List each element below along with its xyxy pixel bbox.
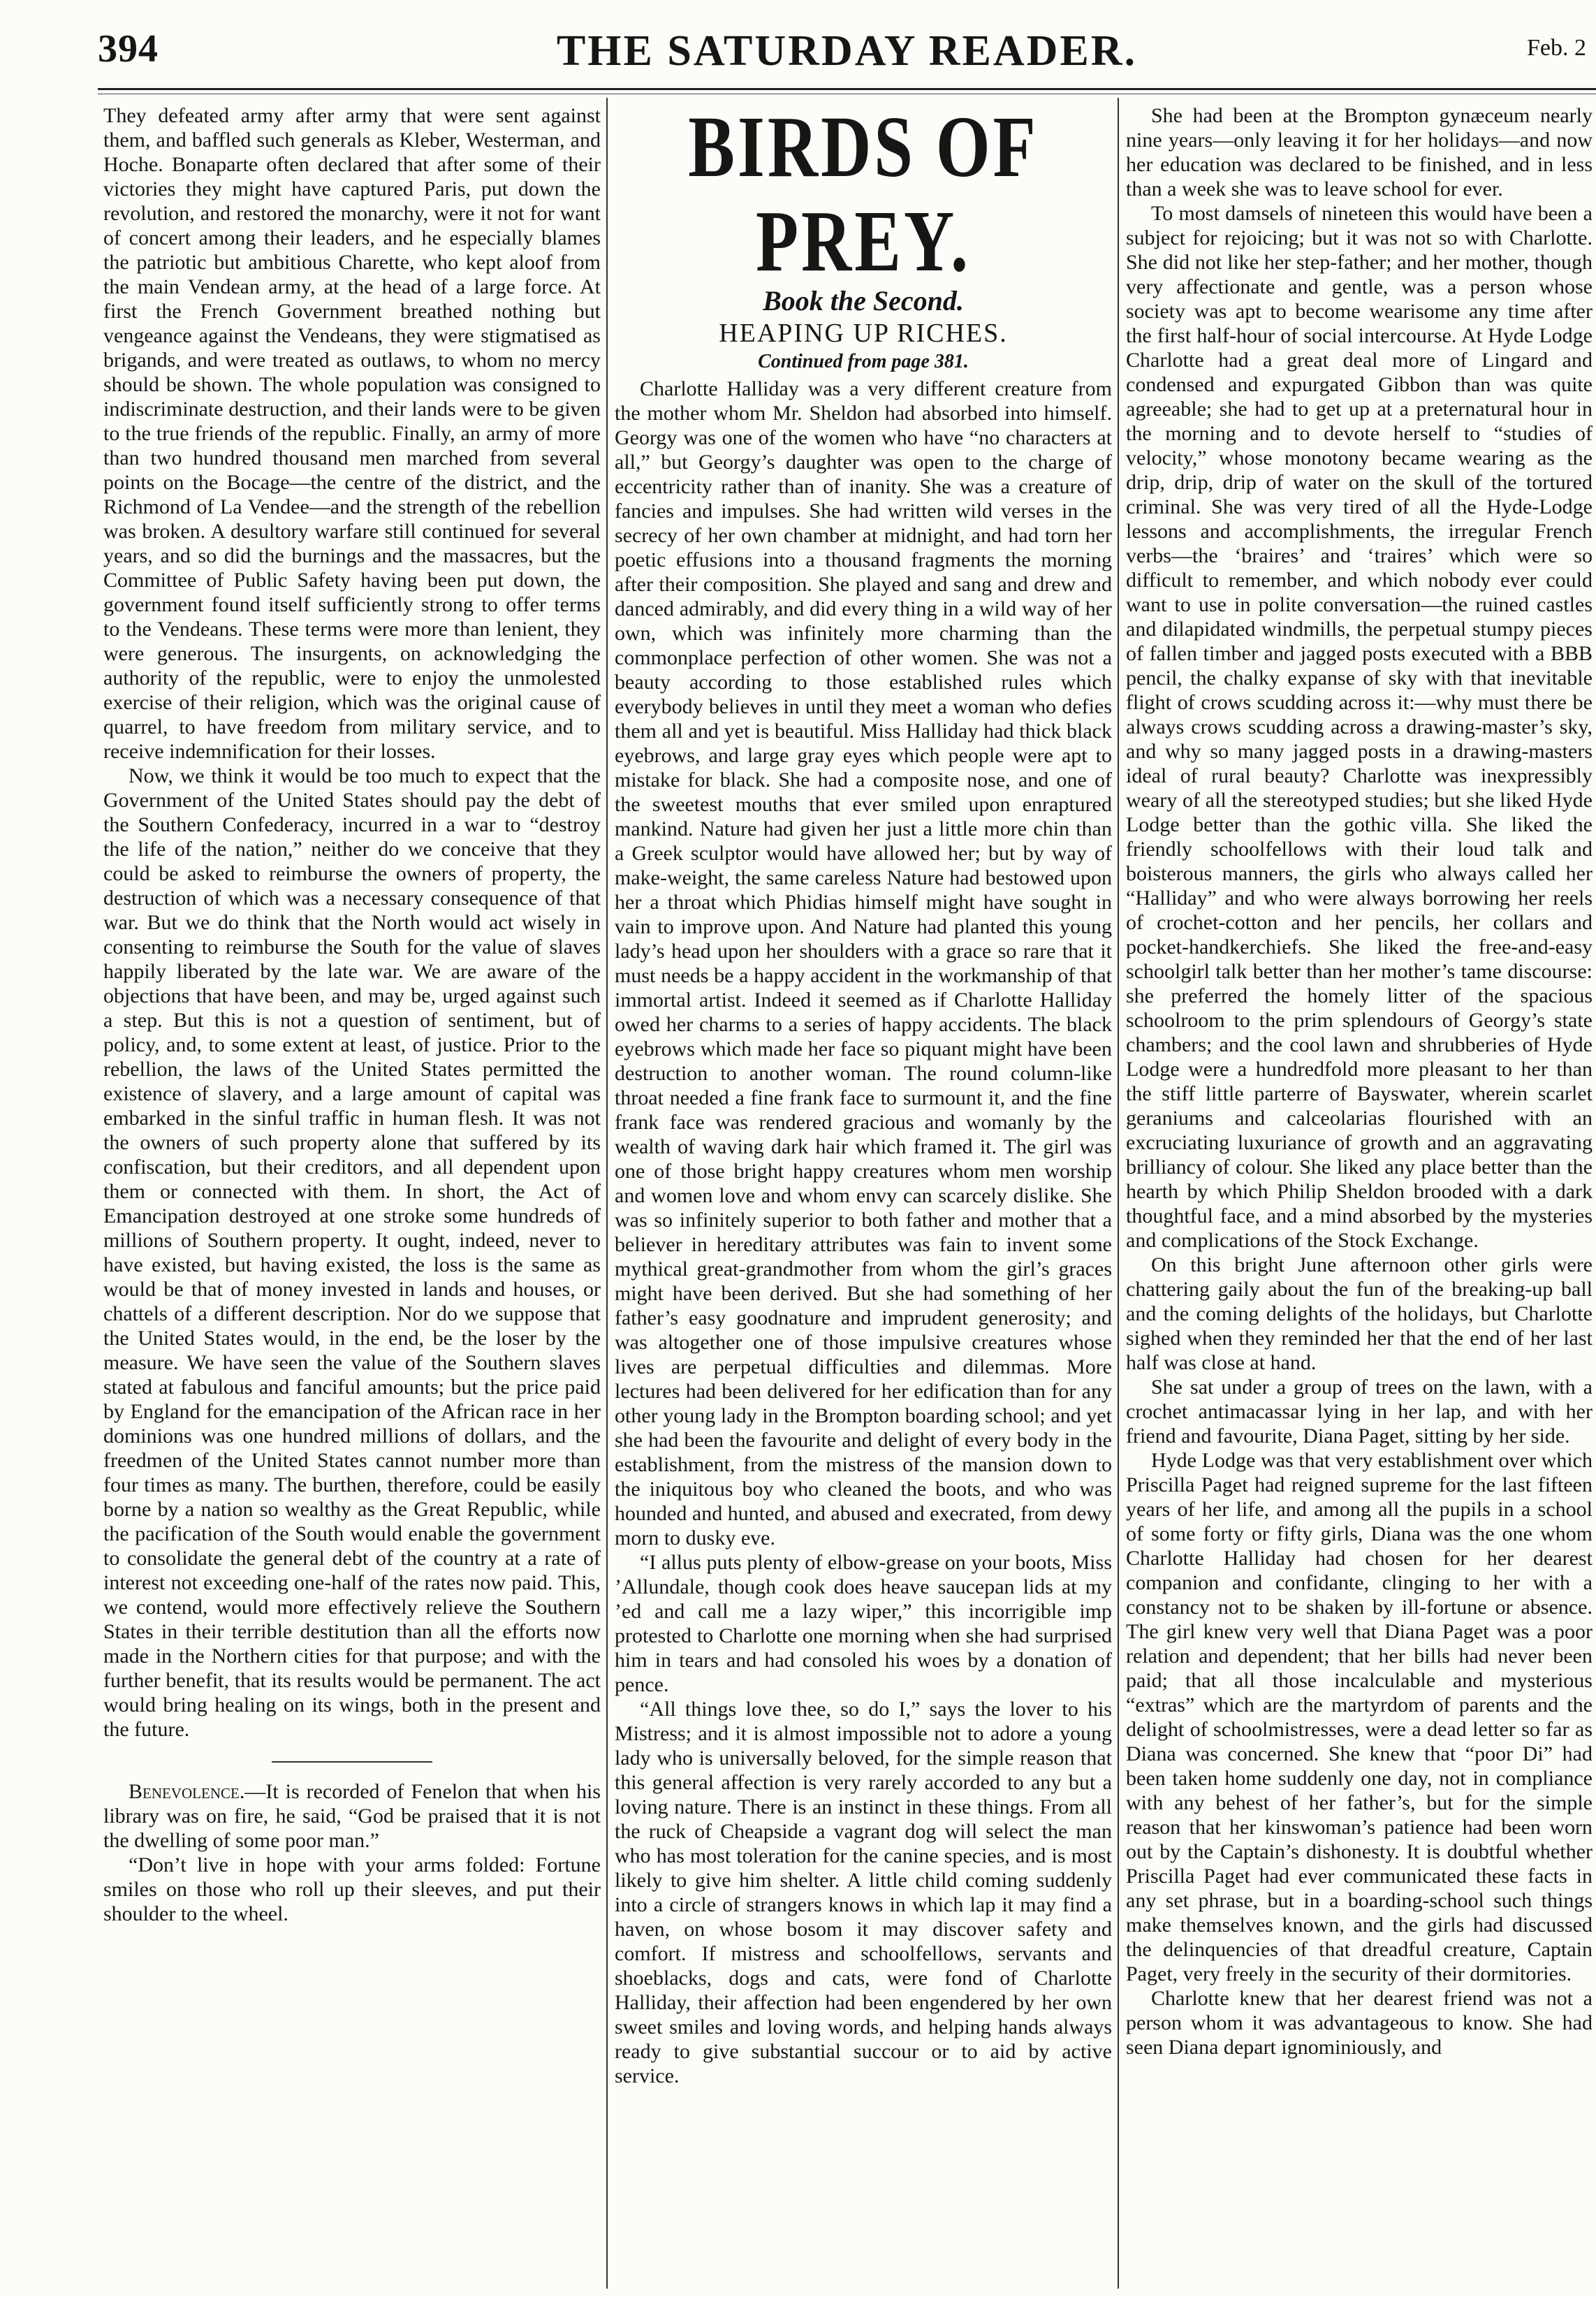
page-header bbox=[98, 27, 1596, 89]
story-paragraph: On this bright June afternoon other girls were chattering gaily about the fun of the breaking-up ball and the coming delights of the holidays, but Charlotte sighed when they reminded her that the end of her last half was close at hand. bbox=[1126, 1253, 1593, 1374]
column-divider bbox=[1118, 98, 1119, 2289]
benevolence-quote: “Don’t live in hope with your arms folded: Fortune smiles on those who roll up their sleeves, and put their shoulder to the wheel. bbox=[103, 1853, 601, 1925]
column-2 bbox=[615, 103, 1112, 2283]
story-paragraph: “All things love thee, so do I,” says the lover to his Mistress; and it is almost impossible not to adore a young lady who is universally beloved, for the simple reason that this general affection is very rarely accorded to any but a loving nature. There is an instinct in these things. From all the ruck of Cheapside a vagrant dog will select the man who has most toleration for the canine species, and is most likely to give him shelter. A little child coming suddenly into a circle of strangers knows in which lap it may find a haven, on whose bosom it may discover safety and comfort. If mistress and schoolfellows, servants and shoeblacks, dogs and cats, were fond of Charlotte Halliday, their affection had been engendered by her own sweet smiles and loving words, and helping hands always ready to give substantial succour or to aid by active service. bbox=[615, 1698, 1112, 2087]
story-paragraph: She had been at the Brompton gynæceum nearly nine years—only leaving it for her holidays—and now her education was declared to be finished, and in less than a week she was to leave school for ever. bbox=[1126, 104, 1593, 200]
story-paragraph: Charlotte Halliday was a very different creature from the mother whom Mr. Sheldon had absorbed into himself. Georgy was one of the women who have “no characters at all,” but Georgy’s daughter was open to the charge of eccentricity rather than of inanity. She was a creature of fancies and impulses. She had written wild verses in the secrecy of her own chamber at midnight, and had torn her poetic effusions into a thousand fragments the morning after their composition. She played and sang and drew and danced admirably, and did every thing in a wild way of her own, which was infinitely more charming than the commonplace perfection of other women. She was not a beauty according to those established rules which everybody believes in until they meet a woman who defies them all and yet is beautiful. Miss Halliday had thick black eyebrows, and large gray eyes which people were apt to mistake for black. She had a composite nose, and one of the sweetest mouths that ever smiled upon enraptured mankind. Nature had given her just a little more chin than a Greek sculptor would have allowed her; but by way of make-weight, the same careless Nature had bestowed upon her a throat which Phidias himself might have sought in vain to improve upon. And Nature had planted this young lady’s head upon her shoulders with a grace so rare that it must needs be a happy accident in the workmanship of that immortal artist. Indeed it seemed as if Charlotte Halliday owed her charms to a series of happy accidents. The black eyebrows which made her face so piquant might have been destruction to another woman. The round column-like throat needed a fine frank face to surmount it, and the fine frank face was rendered gracious and womanly by the wealth of waving dark hair which framed it. The girl was one of those bright happy creatures whom men worship and women love and whom envy can scarcely dislike. She was so infinitely superior to both father and mother that a believer in hereditary attributes was fain to invent some mythical great-grandmother from whom the girl’s graces might have been derived. But she had something of her father’s easy goodnature and imprudent generosity; and was altogether one of those impulsive creatures whose lives are perpetual difficulties and dilemmas. More lectures had been delivered for her edification than for any other young lady in the Brompton boarding school; and yet she had been the favourite and delight of every body in the establishment, from the mistress of the mansion down to the iniquitous boy who cleaned the boots, and who was hounded and hunted, and abused and execrated, from dewy morn to dusky eve. bbox=[615, 377, 1112, 1549]
story-paragraph: Charlotte knew that her dearest friend was not a person whom it was advantageous to know. She had seen Diana depart ignominiously, and bbox=[1126, 1987, 1593, 2059]
benevolence-item bbox=[103, 1779, 601, 1853]
page-number: 394 bbox=[98, 27, 159, 71]
story-paragraph: She sat under a group of trees on the lawn, with a crochet antimacassar lying in her lap, and with her friend and favourite, Diana Paget, sitting by her side. bbox=[1126, 1376, 1593, 1448]
article-paragraph: Now, we think it would be too much to expect that the Government of the United States should pay the debt of the Southern Confederacy, incurred in a war to “destroy the life of the nation,” neither do we conceive that they could be asked to reimburse the owners of property, the destruction of which was a necessary consequence of that war. But we do think that the North would act wisely in consenting to reimburse the South for the value of slaves happily liberated by the late war. We are aware of the objections that have been, and may be, urged against such a step. But this is not a question of sentiment, but of policy, and, to some extent at least, of justice. Prior to the rebellion, the laws of the United States permitted the existence of slavery, and a large amount of capital was embarked in the sinful traffic in human flesh. It was not the owners of such property alone that suffered by its confiscation, but their creditors, and all dependent upon them or connected with them. In short, the Act of Emancipation destroyed at one stroke some hundreds of millions of Southern property. It ought, indeed, never to have existed, but having existed, the loss is the same as would be that of money invested in lands and houses, or chattels of a different description. Nor do we suppose that the United States would, in the end, be the loser by the measure. We have seen the value of the Southern slaves stated at fabulous and fanciful amounts; but the price paid by England for the emancipation of the African race in her dominions was one hundred millions of dollars, and the freedmen of the United States cannot number more than four times as many. The burthen, therefore, could be easily borne by a nation so wealthy as the Great Republic, while the pacification of the South would enable the government to consolidate the general debt of the country at a rate of interest not exceeding one-half of the rates now paid. This, we contend, would more effectively relieve the Southern States in their terrible destitution than all the efforts now made in the Northern cities for that purpose; and with the further benefit, that its results would be permanent. The act would bring healing on its wings, both in the present and the future. bbox=[103, 764, 601, 1741]
article-paragraph: They defeated army after army that were sent against them, and baffled such generals as Kleber, Westerman, and Hoche. Bonaparte often declared that after some of their victories they might have captured Paris, put down the revolution, and restored the monarchy, were it not for want of concert among their leaders, and he especially blames the patriotic but ambitious Charette, who kept aloof from the main Vendean army, at the head of a large force. At first the French Government breathed nothing but vengeance against the Vendeans, they were stigmatised as brigands, and were treated as outlaws, to whom no mercy should be shown. The whole population was consigned to indiscriminate destruction, and their lands were to be given to the true friends of the republic. Finally, an army of more than two hundred thousand men marched from several points on the Bocage—the centre of the district, and the Richmond of La Vendee—and the strength of the rebellion was broken. A desultory warfare still continued for several years, and so did the burnings and the massacres, but the Committee of Public Safety having been put down, the government found itself sufficiently strong to offer terms to the Vendeans. These terms were more than lenient, they were generous. The insurgents, on acknowledging the authority of the republic, were to enjoy the unmolested exercise of their religion, which was the original cause of quarrel, to have freedom from military service, and to receive indemnification for their losses. bbox=[103, 104, 601, 763]
story-paragraph: Hyde Lodge was that very establishment over which Priscilla Paget had reigned supreme for the last fifteen years of her life, and among all the pupils in a school of some forty or fifty girls, Diana was the one whom Charlotte Halliday had chosen for her dearest companion and confidante, clinging to her with a constancy not to be shaken by ill-fortune or absence. The girl knew very well that Diana Paget was a poor relation and dependent; that her bills had never been paid; that all those incalculable and mysterious “extras” which are the martyrdom of parents and the delight of schoolmistresses, were a dead letter so far as Diana was concerned. She knew that “poor Di” had been taken home suddenly one day, not in compliance with any behest of her father’s, but for the simple reason that her kinswoman’s patience had been worn out by the Captain’s dishonesty. It is doubtful whether Priscilla Paget had ever communicated these facts in any set phrase, but in a boarding-school such things make themselves known, and the girls had discussed the delinquencies of that dreadful creature, Captain Paget, very freely in the security of their dormitories. bbox=[1126, 1449, 1593, 1985]
header-rule bbox=[98, 88, 1596, 90]
section-rule bbox=[272, 1761, 432, 1763]
story-book: Book the Second. bbox=[763, 285, 964, 316]
column-3 bbox=[1126, 103, 1593, 2283]
continued-note: Continued from page 381. bbox=[758, 351, 969, 372]
column-1 bbox=[103, 103, 601, 2283]
story-title: BIRDS OF PREY. bbox=[688, 103, 1039, 290]
benevolence-lead: Benevolence. bbox=[129, 1780, 245, 1803]
benevolence-text: —It is recorded of Fenelon that when his library was on fire, he said, “God be praised that it is not the dwelling of some poor man.” bbox=[103, 1780, 601, 1852]
masthead: THE SATURDAY READER. bbox=[556, 27, 1138, 75]
column-divider bbox=[606, 98, 608, 2289]
issue-date: Feb. 2 bbox=[1527, 35, 1586, 61]
story-paragraph: To most damsels of nineteen this would have been a subject for rejoicing; but it was not so with Charlotte. She did not like her step-father; and her mother, though very affectionate and gentle, was a person whose society was apt to become wearisome any time after the first half-hour of social intercourse. At Hyde Lodge Charlotte had a great deal more of Lingard and condensed and expurgated Gibbon than was quite agreeable; she had to get up at a preternatural hour in the morning and to devote herself to “studies of velocity,” whose monotony became wearing as the drip, drip, drip of water on the skull of the tortured criminal. She was very tired of all the Hyde-Lodge lessons and accomplishments, the irregular French verbs—the ‘braires’ and ‘traires’ which were so difficult to remember, and which nobody ever could want to use in polite conversation—the ruined castles and dilapidated windmills, the perpetual stumpy pieces of fallen timber and jagged posts executed with a BBB pencil, the chalky expanse of sky with that inevitable flight of crows scudding across it:—why must there be always crows scudding across a drawing-master’s sky, and why so many jagged posts in a drawing-masters ideal of rural beauty? Charlotte was inexpressibly weary of all the stereotyped studies; but she liked Hyde Lodge better than the gothic villa. She liked the friendly schoolfellows with their loud talk and boisterous manners, the girls who always called her “Halliday” and who were always borrowing her reels of crochet-cotton and her pencils, her collars and pocket-handkerchiefs. She liked the free-and-easy schoolgirl talk better than her mother’s tame discourse: she preferred the homely litter of the spacious schoolroom to the prim splendours of Georgy’s state chambers; and the cool lawn and shrubberies of Hyde Lodge were a hundredfold more pleasant to her than the stiff little parterre of Bayswater, wherein scarlet geraniums and calceolarias flourished with an excruciating luxuriance of growth and an aggravating brilliancy of colour. She liked any place better than the hearth by which Philip Sheldon brooded with a dark thoughtful face, and a mind absorbed by the mysteries and complications of the Stock Exchange. bbox=[1126, 202, 1593, 1252]
story-paragraph: “I allus puts plenty of elbow-grease on your boots, Miss ’Allundale, though cook does heave saucepan lids at my ’ed and call me a lazy wiper,” this incorrigible imp protested to Charlotte one morning when she had surprised him in tears and had consoled his woes by a donation of pence. bbox=[615, 1551, 1112, 1696]
story-part: HEAPING UP RICHES. bbox=[719, 319, 1008, 348]
